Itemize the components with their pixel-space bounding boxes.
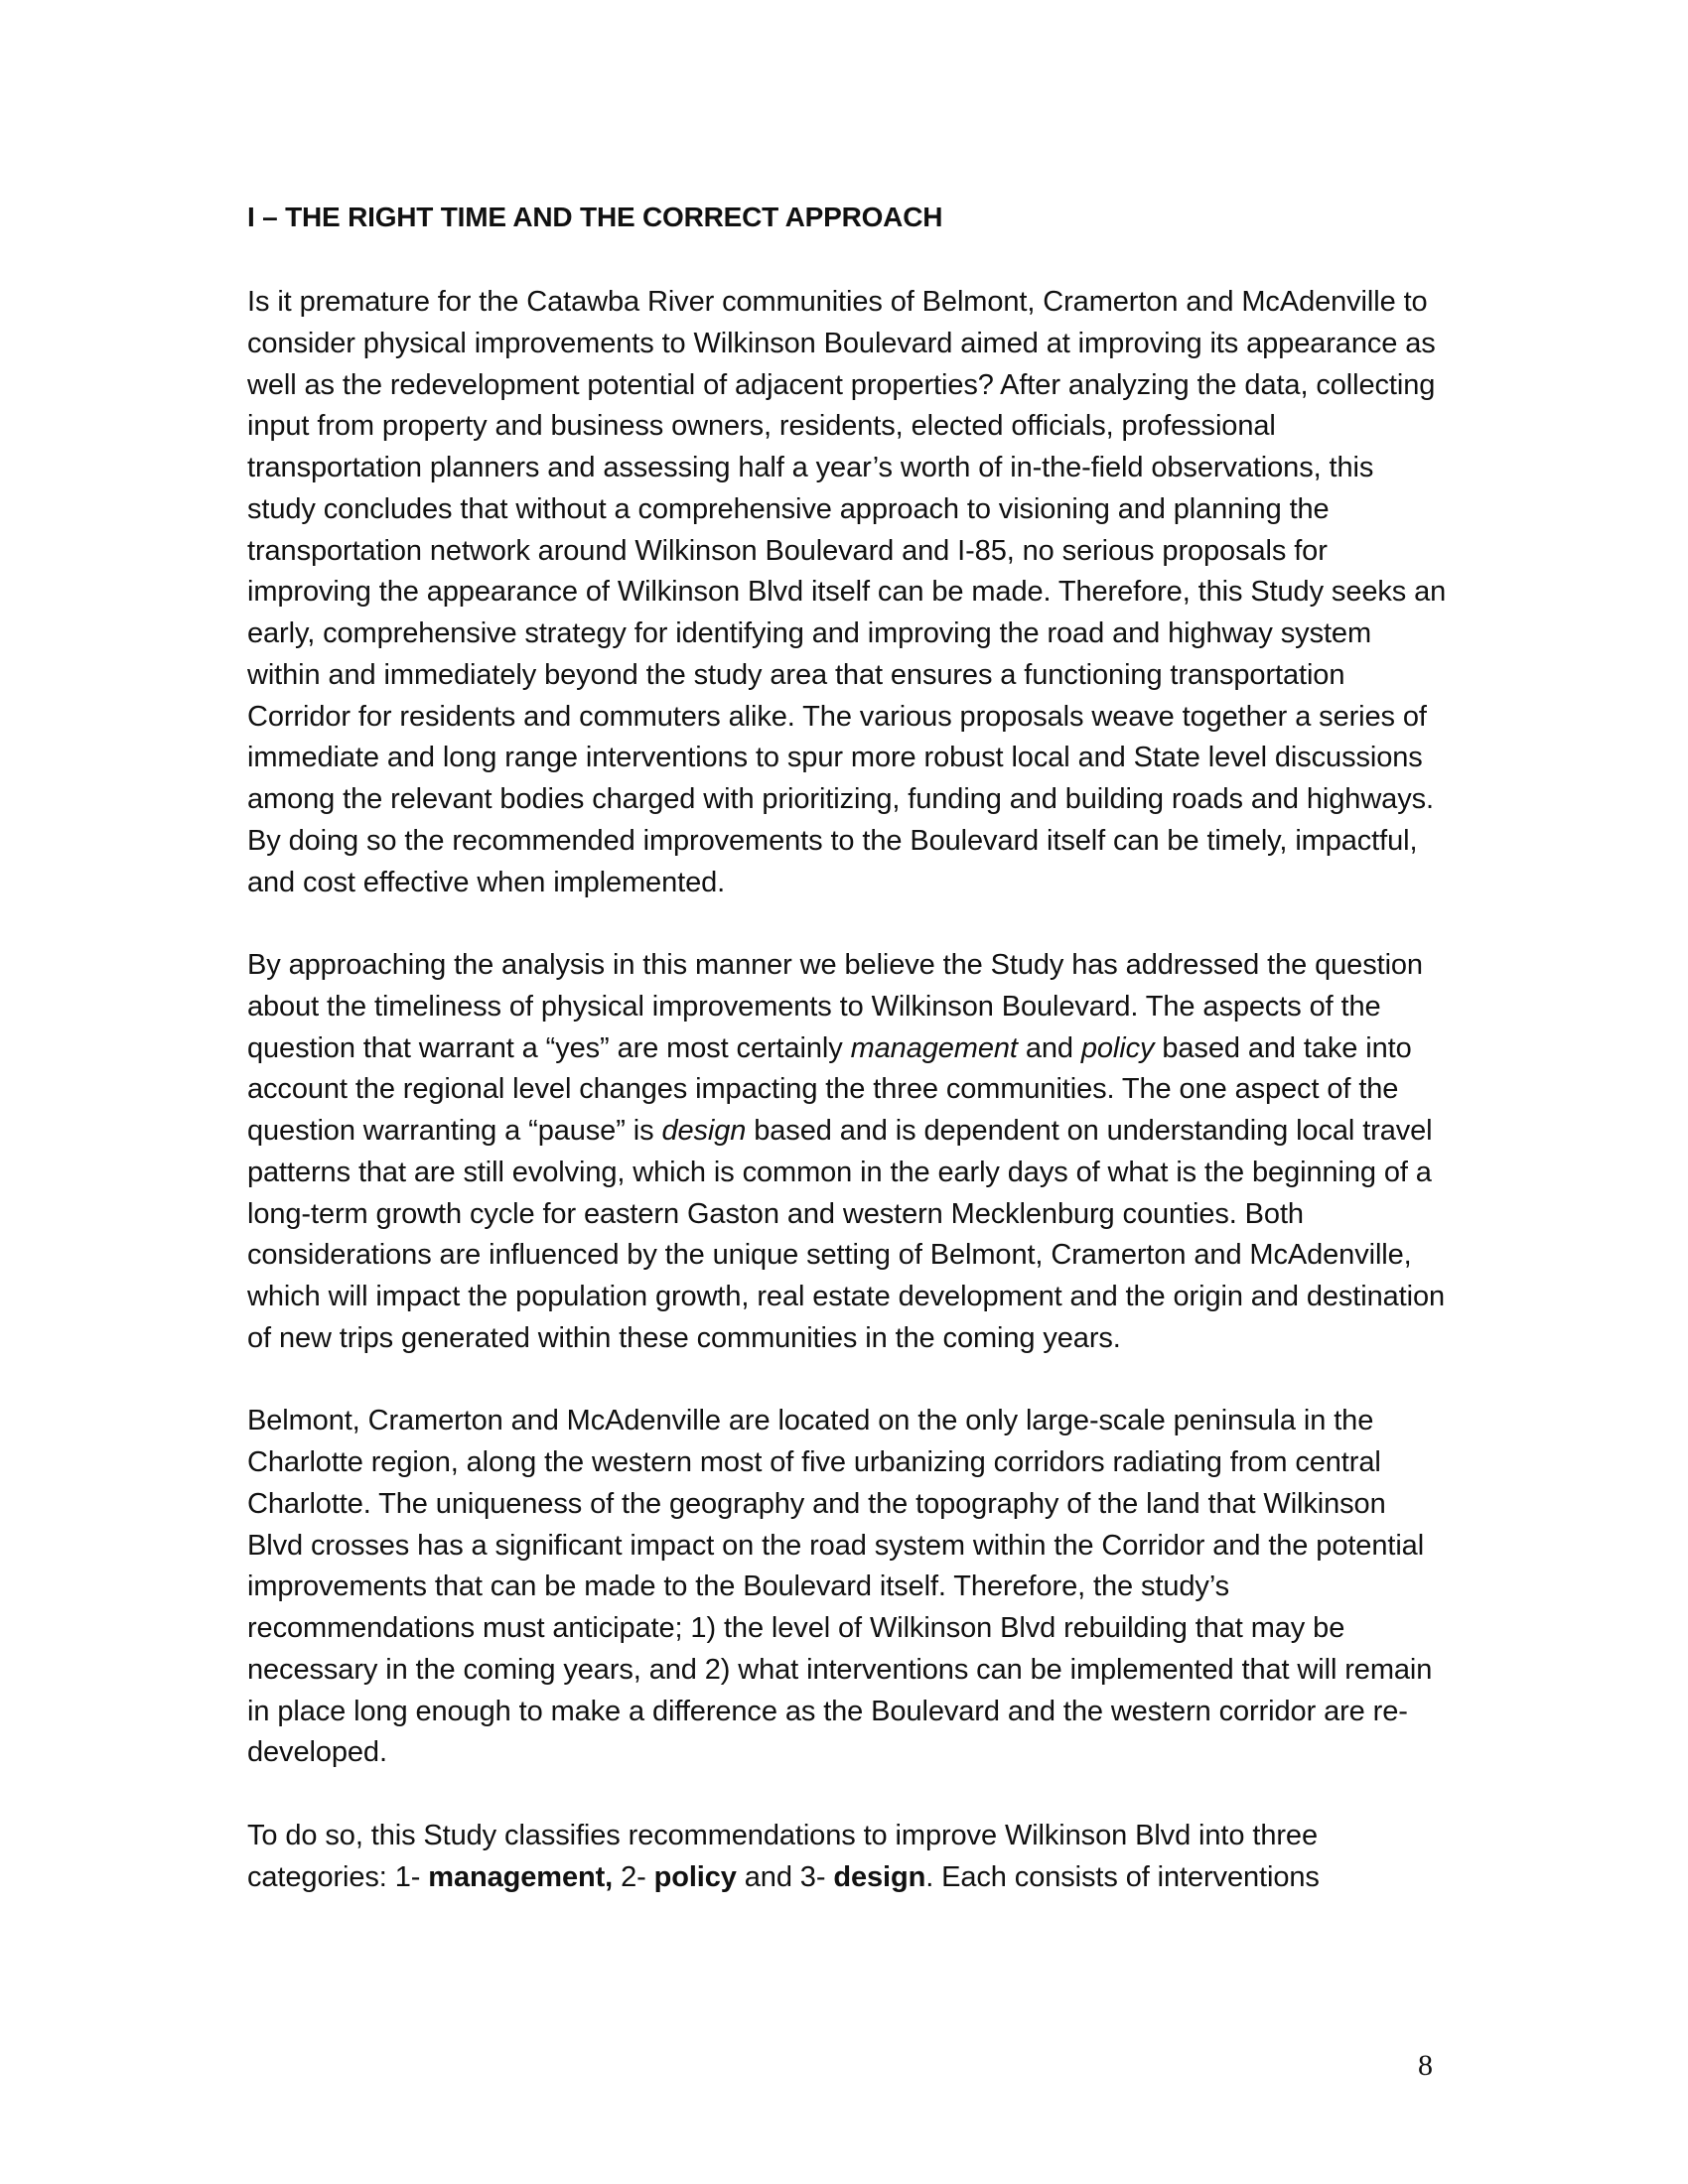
italic-design: design (661, 1115, 747, 1147)
bold-design: design (833, 1860, 926, 1893)
paragraph-2-text: By approaching the analysis in this manner we believe the Study has addressed the question about the timeliness of physical improvements to Wilkinson Boulevard. The aspects of the question that warrant a “yes” are most certainly (247, 949, 1423, 1064)
paragraph-2-text: based and take into account the regional level changes impacting the three communities. The one aspect of the question warranting a “pause” is (247, 1031, 1412, 1147)
paragraph-4-text: 2- (613, 1860, 654, 1893)
paragraph-2-text: based and is dependent on understanding local travel patterns that are still evolving, which is common in the early days of what is the beginning of a long-term growth cycle for eastern Gaston and western Mecklenburg counties. Both considerations are influenced by the unique setting of Belmont, Cramerton and McAdenville, which will impact the population growth, real estate development and the origin and destination of new trips generated within these communities in the coming years. (247, 1115, 1446, 1354)
paragraph-4 (247, 1816, 1449, 1899)
paragraph-2-text: and (1017, 1031, 1081, 1064)
body-text (247, 282, 1449, 1940)
paragraph-4-text: . Each consists of interventions (925, 1860, 1320, 1893)
page-number: 8 (1418, 2049, 1433, 2082)
italic-management: management (850, 1031, 1018, 1064)
paragraph-4-text: To do so, this Study classifies recommendations to improve Wilkinson Blvd into three categories: 1- (247, 1819, 1318, 1893)
bold-management: management, (428, 1860, 614, 1893)
paragraph-2 (247, 945, 1449, 1360)
paragraph-4-text: and 3- (736, 1860, 834, 1893)
italic-policy: policy (1080, 1031, 1155, 1064)
paragraph-1: Is it premature for the Catawba River communities of Belmont, Cramerton and McAdenville to consider physical improvements to Wilkinson Boulevard aimed at improving its appearance as well as the redevelopment potential of adjacent properties? After analyzing the data, collecting input from property and business owners, residents, elected officials, professional transportation planners and assessing half a year’s worth of in-the-field observations, this study concludes that without a comprehensive approach to visioning and planning the transportation network around Wilkinson Boulevard and I-85, no serious proposals for improving the appearance of Wilkinson Blvd itself can be made. Therefore, this Study seeks an early, comprehensive strategy for identifying and improving the road and highway system within and immediately beyond the study area that ensures a functioning transportation Corridor for residents and commuters alike. The various proposals weave together a series of immediate and long range interventions to spur more robust local and State level discussions among the relevant bodies charged with prioritizing, funding and building roads and highways. By doing so the recommended improvements to the Boulevard itself can be timely, impactful, and cost effective when implemented. (247, 286, 1447, 898)
bold-policy: policy (653, 1860, 737, 1893)
section-heading: I – THE RIGHT TIME AND THE CORRECT APPROACH (247, 202, 943, 232)
paragraph-3: Belmont, Cramerton and McAdenville are located on the only large-scale peninsula in the Charlotte region, along the western most of five urbanizing corridors radiating from central Charlotte. The uniqueness of the geography and the topography of the land that Wilkinson Blvd crosses has a significant impact on the road system within the Corridor and the potential improvements that can be made to the Boulevard itself. Therefore, the study’s recommendations must anticipate; 1) the level of Wilkinson Blvd rebuilding that may be necessary in the coming years, and 2) what interventions can be implemented that will remain in place long enough to make a difference as the Boulevard and the western corridor are re-developed. (247, 1405, 1433, 1769)
